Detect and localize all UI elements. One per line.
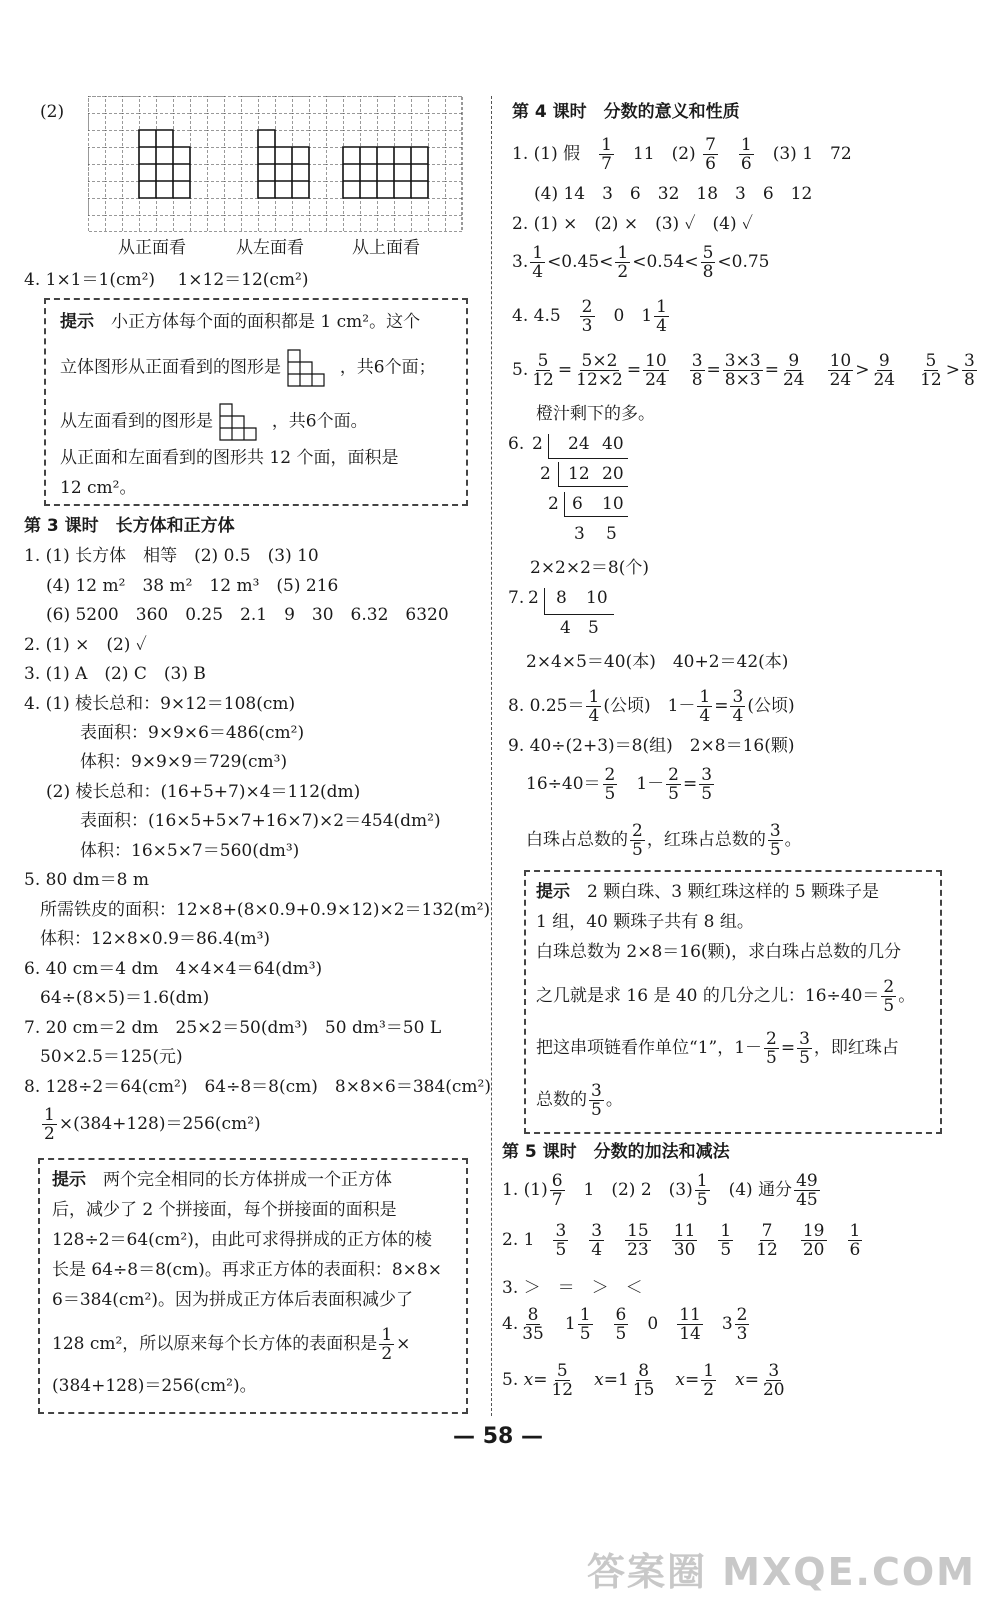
answer-line: 1. (1) 长方体 相等 (2) 0.5 (3) 10 (24, 546, 319, 566)
r8-line: 8. 0.25＝ $\frac{1}{4}$ (公顷) 1－ $\frac{1}{4}$ = $\frac{3}{4}$ (公顷) (508, 687, 795, 726)
r9d-line: 白珠占总数的 $\frac{2}{5}$ ，红珠占总数的 $\frac{3}{5}$ 。 (526, 821, 802, 860)
hint3-line: 1 组，40 颗珠子共有 8 组。 (536, 912, 754, 932)
answer-line: 64÷(8×5)＝1.6(dm) (40, 988, 210, 1008)
hint2-line: 长是 64÷8＝8(cm)。再求正方体的表面积：8×8× (52, 1260, 442, 1280)
hint2-line: (384+128)＝256(cm²)。 (52, 1376, 257, 1396)
hint-box-3: 提示 2 颗白珠、3 颗红珠这样的 5 颗珠子是 1 组，40 颗珠子共有 8 组。 白珠总数为 2×8＝16(颗)，求白珠占总数的几分 之几就是求 16 是 40 的几分之儿：16÷40＝ $\frac{2}{5}$ 。 把这串项链看作单位“1”，1－ $\frac{2}{5}$ = $\frac{3}{5}$ ，即红珠占 总数的 $\frac{3}{5}$ 。 (524, 870, 942, 1134)
left-view-shape-icon (218, 402, 266, 442)
r9-line: 9. 40÷(2+3)＝8(组) 2×8＝16(颗) (508, 736, 795, 756)
hint1-line3a: 从左面看到的图形是 (60, 411, 213, 432)
hint-tag: 提示 (536, 882, 570, 902)
watermark: 答案圈 MXQE.COM (586, 1550, 976, 1594)
answer-line: (4) 12 m² 38 m² 12 m³ (5) 216 (46, 576, 339, 596)
s3-line: 3. ＞ ＝ ＞ ＜ (502, 1278, 643, 1298)
answer-line: 4. (1) 棱长总和：9×12＝108(cm) (24, 694, 296, 714)
r6-label: 6. (508, 434, 525, 454)
s2-line: 2. 1 $\frac{3}{5}$ $\frac{3}{4}$ $\frac{15}{23}$ $\frac{11}{30}$ $\frac{1}{5}$ $\frac{7}{12}$ $\frac{19}{20}$ $\frac{1}{6}$ (502, 1221, 861, 1260)
r4-line: 4. 4.5 $\frac{2}{3}$ 0 1 $\frac{1}{4}$ (512, 297, 667, 336)
column-divider (491, 96, 492, 1416)
answer-line: 2. (1) × (2) ✓ (24, 635, 147, 655)
hint1-line2a: 立体图形从正面看到的图形是 (60, 357, 281, 378)
view-label-top: 从上面看 (352, 238, 420, 258)
answer-line: 体积：12×8×0.9＝86.4(m³) (40, 929, 271, 949)
answer-line: (6) 5200 360 0.25 2.1 9 30 6.32 6320 (46, 605, 449, 625)
lesson4-heading: 第 4 课时 分数的意义和性质 (512, 102, 740, 122)
hint-tag: 提示 (60, 312, 94, 332)
answer-line: 5. 80 dm＝8 m (24, 870, 150, 890)
answer-line: 所需铁皮的面积：12×8+(8×0.9+0.9×12)×2＝132(m²) (40, 900, 491, 920)
hint1-line4: 从正面和左面看到的图形共 12 个面，面积是 (60, 448, 399, 468)
answer-line: 3. (1) A (2) C (3) B (24, 664, 206, 684)
r5-line: 5. $\frac{5}{12}$ = $\frac{5\times 2}{12\times 2}$ = $\frac{10}{24}$ $\frac{3}{8}$ = $\frac{3\times 3}{8\times 3}$ = $\frac{9}{24}$ $\frac{10}{24}$ > $\frac{9}{24}$ $\frac{5}{12}$ > $\frac{3}{8}$ (512, 351, 975, 390)
hint1-line1: 小正方体每个面的面积都是 1 cm²。这个 (111, 312, 421, 332)
r1d-line: (4) 14 3 6 32 18 3 6 12 (534, 184, 813, 204)
lesson3-heading: 第 3 课时 长方体和正方体 (24, 516, 235, 536)
q3-2-label: (2) (40, 102, 65, 122)
r7b-line: 2×4×5＝40(本) 40+2＝42(本) (526, 652, 789, 672)
hint1-line2b: ，共6个面； (339, 357, 436, 378)
answer-line: 6. 40 cm＝4 dm 4×4×4＝64(dm³) (24, 959, 323, 979)
s1-line: 1. (1) $\frac{6}{7}$ 1 (2) 2 (3) $\frac{1}{5}$ (4) 通分 $\frac{49}{45}$ (502, 1171, 818, 1210)
hint3-line: 白珠总数为 2×8＝16(颗)，求白珠占总数的几分 (536, 942, 902, 962)
view-label-front: 从正面看 (118, 238, 186, 258)
view-grid (88, 96, 464, 232)
view-label-left: 从左面看 (236, 238, 304, 258)
q8b-line: $\frac{1}{2}$ ×(384+128)＝256(cm²) (44, 1105, 261, 1144)
division-ladder-7: 2 8 10 4 5 (526, 586, 626, 646)
answer-line: 表面积：9×9×6＝486(cm²) (80, 723, 305, 743)
hint-tag: 提示 (52, 1170, 86, 1190)
answer-line: 表面积：(16×5+5×7+16×7)×2＝454(dm²) (80, 811, 441, 831)
r2-line: 2. (1) × (2) × (3) ✓ (4) ✓ (512, 214, 753, 234)
r5b-line: 橙汁剩下的多。 (536, 404, 655, 424)
lesson5-heading: 第 5 课时 分数的加法和减法 (502, 1142, 730, 1162)
hint1-line3b: ，共6个面。 (271, 411, 368, 432)
answer-line: 7. 20 cm＝2 dm 25×2＝50(dm³) 50 dm³＝50 L (24, 1018, 442, 1038)
r6b-line: 2×2×2＝8(个) (530, 558, 650, 578)
front-view-shape-icon (286, 348, 334, 388)
answer-line: 8. 128÷2＝64(cm²) 64÷8＝8(cm) 8×8×6＝384(cm²) (24, 1077, 492, 1097)
r7-label: 7. (508, 588, 525, 608)
answer-line: 体积：16×5×7＝560(dm³) (80, 841, 300, 861)
r3-line: 3. $\frac{1}{4}$ <0.45< $\frac{1}{2}$ <0.54< $\frac{5}{8}$ <0.75 (512, 243, 770, 282)
hint2-line: 后，减少了 2 个拼接面，每个拼接面的面积是 (52, 1200, 397, 1220)
hint1-line5: 12 cm²。 (60, 478, 137, 498)
s5-line: 5. x= $\frac{5}{12}$ x=1 $\frac{8}{15}$ x= $\frac{1}{2}$ x= $\frac{3}{20}$ (502, 1361, 785, 1400)
division-ladder-6: 2 24 40 2 12 20 2 6 10 3 5 (526, 432, 646, 552)
hint2-line: 128÷2＝64(cm²)，由此可求得拼成的正方体的棱 (52, 1230, 432, 1250)
s4-line: 4. $\frac{8}{35}$ 1 $\frac{1}{5}$ $\frac{6}{5}$ 0 $\frac{11}{14}$ 3 $\frac{2}{3}$ (502, 1305, 748, 1344)
hint-box-1 (44, 298, 468, 506)
answer-line: 体积：9×9×9＝729(cm³) (80, 752, 288, 772)
page-number: — 58 — (453, 1424, 543, 1449)
r1-line: 1. (1) 假 $\frac{1}{7}$ 11 (2) $\frac{7}{6}$ $\frac{1}{6}$ (3) 1 72 (512, 135, 852, 174)
hint-box-2: 提示 两个完全相同的长方体拼成一个正方体 后，减少了 2 个拼接面，每个拼接面的面积是 128÷2＝64(cm²)，由此可求得拼成的正方体的棱 长是 64÷8＝8(cm)。再求正方体的表面积：8×8× 6＝384(cm²)。因为拼成正方体后表面积减少了 128 cm²，所以原来每个长方体的表面积是 $\frac{1}{2}$ × (384+128)＝256(cm²)。 (38, 1158, 468, 1414)
hint2-line: 6＝384(cm²)。因为拼成正方体后表面积减少了 (52, 1290, 413, 1310)
answer-line: 50×2.5＝125(元) (40, 1047, 183, 1067)
q4-line: 4. 1×1＝1(cm²) 1×12＝12(cm²) (24, 270, 309, 290)
answer-line: (2) 棱长总和：(16+5+7)×4＝112(dm) (46, 782, 361, 802)
r9b-line: 16÷40＝ $\frac{2}{5}$ 1－ $\frac{2}{5}$ = $\frac{3}{5}$ (526, 765, 713, 804)
